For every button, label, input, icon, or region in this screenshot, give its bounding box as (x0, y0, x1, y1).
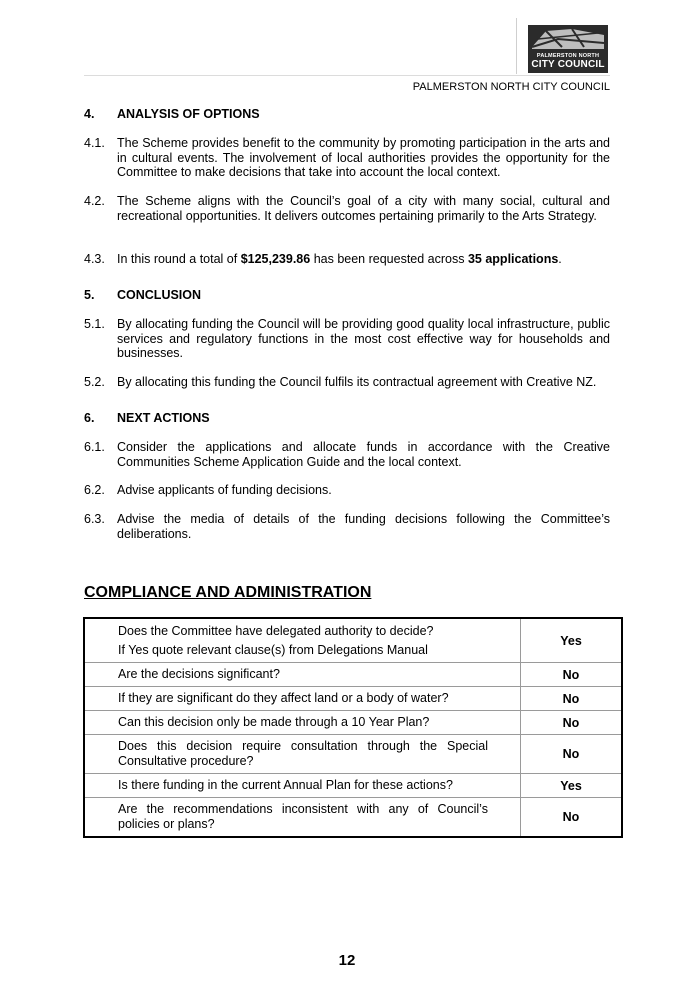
paragraph-text: The Scheme provides benefit to the community by promoting participation in the arts and in cultural events. The involvement of local authorities provides the opportunity for the Committee to make decisions that take into account the local context. (117, 136, 610, 180)
table-row (85, 687, 622, 711)
answer-cell: No (521, 687, 622, 711)
paragraph-number: 4.3. (84, 252, 105, 266)
paragraph-text: The Scheme aligns with the Council’s goal of a city with many social, cultural and recreational opportunities. It delivers outcomes pertaining primarily to the Arts Strategy. (117, 194, 610, 223)
paragraph-number: 6.2. (84, 483, 105, 497)
section-number: 4. (84, 107, 95, 121)
answer-cell: No (521, 735, 622, 774)
paragraph-number: 5.1. (84, 317, 105, 331)
question-cell: Can this decision only be made through a 10 Year Plan? (85, 711, 521, 735)
compliance-title: COMPLIANCE AND ADMINISTRATION (84, 584, 372, 601)
section-title: CONCLUSION (117, 288, 202, 302)
table-row (85, 619, 622, 663)
answer-cell: No (521, 663, 622, 687)
section-heading (84, 288, 201, 302)
question-cell: If they are significant do they affect land or a body of water? (85, 687, 521, 711)
requested-amount: $125,239.86 (240, 252, 311, 266)
section-heading (84, 107, 260, 121)
question-cell: Are the recommendations inconsistent with any of Council’s policies or plans? (85, 798, 521, 837)
logo-text-top: PALMERSTON NORTH (536, 53, 600, 59)
paragraph-text: By allocating funding the Council will be providing good quality local infrastructure, public services and regulatory functions in the most cost effective way for households and businesses. (117, 317, 610, 361)
answer-cell: Yes (521, 619, 622, 663)
section-title: ANALYSIS OF OPTIONS (117, 107, 260, 121)
table-row (85, 774, 622, 798)
application-count: 35 applications (467, 252, 559, 266)
header-divider (84, 75, 610, 76)
paragraph-text: Advise the media of details of the funding decisions following the Committee’s deliberations. (117, 512, 610, 541)
question-text: Does the Committee have delegated authority to decide? (118, 623, 434, 638)
table-row (85, 735, 622, 774)
paragraph-text (117, 252, 610, 267)
question-text: If Yes quote relevant clause(s) from Delegations Manual (118, 642, 428, 657)
paragraph (84, 317, 610, 361)
table-row (85, 711, 622, 735)
text-run: . (558, 252, 562, 266)
council-logo (528, 25, 608, 73)
paragraph-text: Advise applicants of funding decisions. (117, 483, 332, 497)
answer-cell: Yes (521, 774, 622, 798)
logo-text-main: CITY COUNCIL (531, 59, 605, 70)
question-cell (85, 619, 521, 663)
organization-name: PALMERSTON NORTH CITY COUNCIL (412, 81, 610, 93)
logo-landscape-icon (528, 25, 608, 53)
paragraph-number: 4.2. (84, 194, 105, 208)
text-run: has been requested across (310, 252, 468, 266)
paragraph (84, 440, 610, 469)
paragraph-text: By allocating this funding the Council fulfils its contractual agreement with Creative NZ. (117, 375, 597, 389)
section-heading (84, 411, 210, 425)
compliance-table (84, 618, 622, 837)
paragraph (84, 252, 610, 267)
paragraph-number: 6.3. (84, 512, 105, 526)
section-title: NEXT ACTIONS (117, 411, 210, 425)
table-row (85, 798, 622, 837)
paragraph (84, 194, 610, 223)
paragraph (84, 375, 610, 390)
header-divider-vertical (516, 18, 517, 74)
paragraph (84, 483, 610, 498)
paragraph-number: 6.1. (84, 440, 105, 454)
section-number: 6. (84, 411, 95, 425)
table-row (85, 663, 622, 687)
answer-cell: No (521, 798, 622, 837)
question-cell: Is there funding in the current Annual Plan for these actions? (85, 774, 521, 798)
answer-cell: No (521, 711, 622, 735)
question-cell: Does this decision require consultation through the Special Consultative procedure? (85, 735, 521, 774)
page-number: 12 (338, 952, 356, 969)
text-run: In this round a total of (117, 252, 241, 266)
paragraph-text: Consider the applications and allocate funds in accordance with the Creative Communities Scheme Application Guide and the local context. (117, 440, 610, 469)
question-cell: Are the decisions significant? (85, 663, 521, 687)
paragraph (84, 136, 610, 180)
section-number: 5. (84, 288, 95, 302)
paragraph-number: 5.2. (84, 375, 105, 389)
paragraph (84, 512, 610, 541)
paragraph-number: 4.1. (84, 136, 105, 150)
